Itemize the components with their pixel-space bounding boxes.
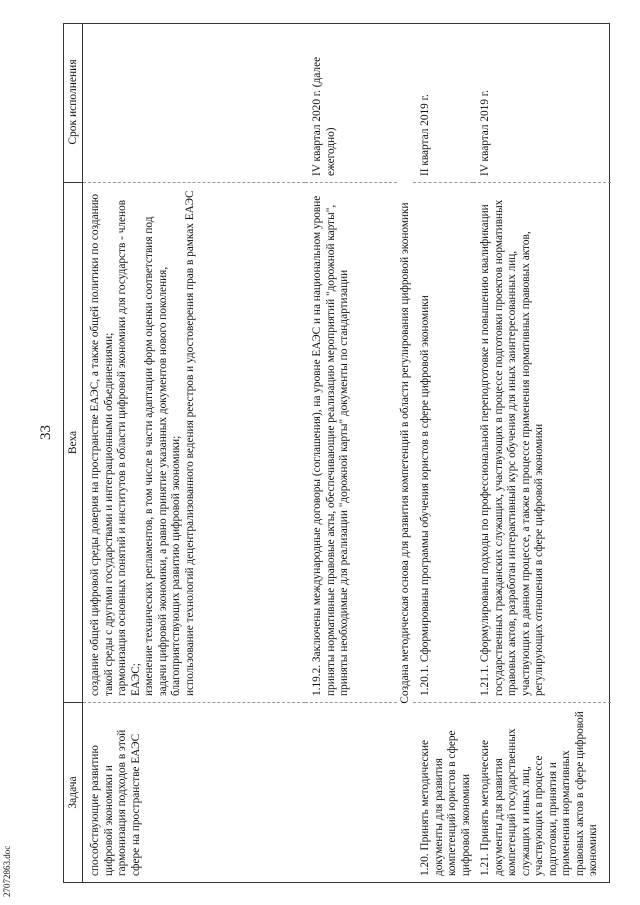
milestone-cell: 1.20.1. Сформированы программы обучения юристов в сфере цифровой экономики xyxy=(413,182,473,702)
milestones-table xyxy=(63,23,610,883)
table-row xyxy=(83,24,305,882)
deadline-cell: IV квартал 2020 г. (далее ежегодно) xyxy=(311,56,337,176)
milestone-cell: 1.21.1. Сформулированы подходы по профессиональной переподготовке и повышению квалификации государственных гражданских служащих, участвующих в процессе подготовки проектов нормативных правовых актов, разработан интерактивный курс обучения для иных заинтересованных лиц, участвующих в данном процессе, а также в процессе применения нормативных правовых актов, регулирующих отношения в сфере цифровой экономики xyxy=(473,182,611,702)
header-milestone: Веха xyxy=(64,182,82,702)
task-cell: 1.21. Принять методические документы для развития компетенций государственных служащих и иных лиц, участвующих в процессе подготовки, принятия и применения нормативных правовых актов в сфере цифровой экономики xyxy=(473,702,611,882)
deadline-cell: IV квартал 2019 г. xyxy=(479,90,491,176)
task-cell: способствующие развитию цифровой экономики и гармонизация подходов в этой сфере на пространстве ЕАЭС xyxy=(83,702,305,882)
deadline-cell: II квартал 2019 г. xyxy=(419,94,431,176)
deadline-cell xyxy=(83,22,305,182)
milestone-item: гармонизация основных понятий и институтов в области цифровой экономики для государств - членов ЕАЭС; xyxy=(116,199,142,696)
table-row xyxy=(473,24,611,882)
milestone-item: изменение технических регламентов, в том числе в части адаптации форм оценки соответствия под задачи цифровой экономики, а равно принятие указанных документов нового поколения, благоприятствующих развитию цифровой экономики; xyxy=(143,216,182,696)
table-header xyxy=(64,24,83,882)
milestone-item: создание общей цифровой среды доверия на пространстве ЕАЭС, а также общей политики по созданию такой среды с другими государствами и интеграционными объединениями; xyxy=(89,193,115,696)
milestone-cell xyxy=(83,182,305,702)
milestone-item: использование технологий децентрализованного ведения реестров и удостоверения прав в рамках ЕАЭС xyxy=(183,190,196,696)
page-number: 33 xyxy=(38,425,54,440)
milestone-cell: 1.19.2. Заключены международные договоры (соглашения), на уровне ЕАЭС и на национальном уровне приняты нормативные правовые акты, обеспечивающие реализацию мероприятий "дорожной карты", приняты необходимые для реализации "дорожной карты" документы по стандартизации xyxy=(305,182,397,702)
header-deadline: Срок исполнения xyxy=(67,59,79,145)
table-row xyxy=(305,24,397,882)
document-filename: 27072863.doc xyxy=(2,845,12,897)
task-cell xyxy=(305,702,397,882)
table-row xyxy=(413,24,473,882)
header-task: Задача xyxy=(64,702,82,882)
task-cell: 1.20. Принять методические документы для развития компетенций юристов в сфере цифровой экономики xyxy=(413,702,473,882)
section-title: Создана методическая основа для развития компетенций в области регулирования цифровой экономики xyxy=(399,202,411,704)
